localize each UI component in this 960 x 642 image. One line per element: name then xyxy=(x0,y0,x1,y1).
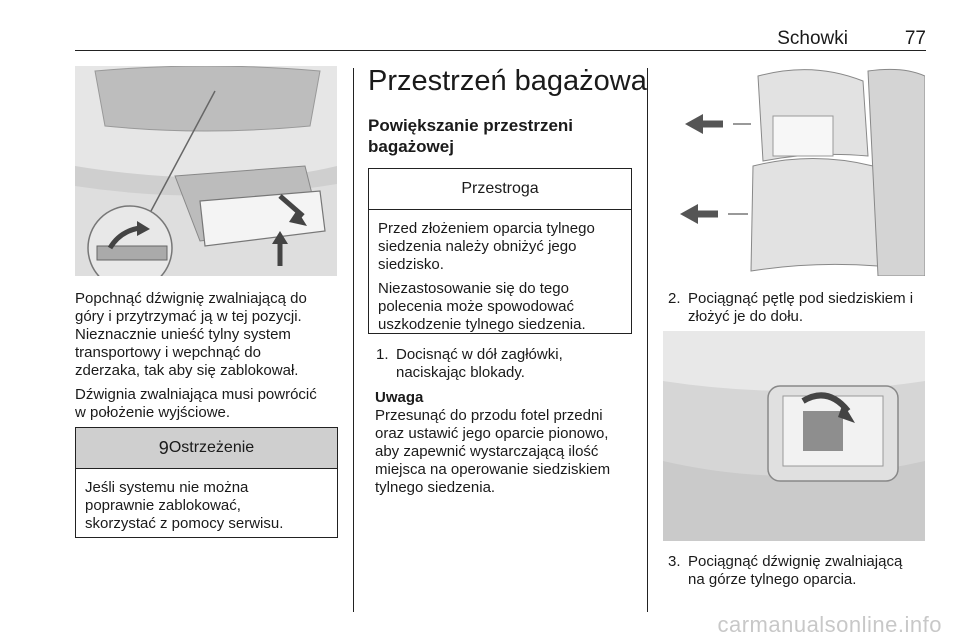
warning-icon: 9 xyxy=(158,437,169,458)
step-3: 3. Pociągnąć dźwignię zwalniającą na górze tylnego oparcia. xyxy=(668,553,903,588)
header-divider xyxy=(75,50,926,51)
step-2: 2. Pociągnąć pętlę pod siedziskiem i złożyć je do dołu. xyxy=(668,290,914,325)
seat-loop-illustration xyxy=(663,331,925,541)
caution-box xyxy=(368,168,632,334)
caution-header: Przestroga xyxy=(369,169,631,210)
warning-body: Jeśli systemu nie można poprawnie zablokować, skorzystać z pomocy serwisu. xyxy=(85,479,284,532)
rear-seats-illustration xyxy=(663,66,925,276)
column-divider-1 xyxy=(353,68,354,612)
figure-rear-seats xyxy=(663,66,925,276)
step-1: 1. Docisnąć w dół zagłówki, naciskając blokady. xyxy=(376,346,563,381)
note-label: Uwaga xyxy=(375,389,424,406)
figure-seat-loop xyxy=(663,331,925,541)
left-text xyxy=(75,290,345,422)
rear-carrier-illustration xyxy=(75,66,337,276)
warning-box xyxy=(75,427,338,538)
section-title: Przestrzeń bagażowa xyxy=(368,65,647,97)
section-subtitle: Powiększanie przestrzeni bagażowej xyxy=(368,116,574,156)
page-header xyxy=(75,28,926,52)
paragraph-1: Popchnąć dźwignię zwalniającą do góry i przytrzymać ją w tej pozycji. Nieznacznie unieść tylny system transportowy i wepchnąć do zderzaka, tak aby się zablokował. xyxy=(75,290,307,379)
caution-body: Przed złożeniem oparcia tylnego siedzenia należy obniżyć jego siedzisko. Niezastosowanie się do tego polecenia może spowodować uszkodzenie tylnego siedzenia. xyxy=(378,220,595,333)
warning-title: Ostrzeżenie xyxy=(168,439,255,456)
warning-header xyxy=(76,428,337,469)
chapter-title: Schowki xyxy=(777,28,848,49)
watermark: carmanualsonline.info xyxy=(717,612,942,637)
paragraph-2: Dźwignia zwalniająca musi powrócić w położenie wyjściowe. xyxy=(75,386,317,421)
column-divider-2 xyxy=(647,68,648,612)
page-number: 77 xyxy=(904,28,926,49)
note-block: Uwaga Przesunąć do przodu fotel przedni oraz ustawić jego oparcie pionowo, aby zapewnić wystarczającą ilość miejsca na operowanie siedziskiem tylnego siedzenia. xyxy=(375,389,639,497)
figure-rear-carrier xyxy=(75,66,337,276)
